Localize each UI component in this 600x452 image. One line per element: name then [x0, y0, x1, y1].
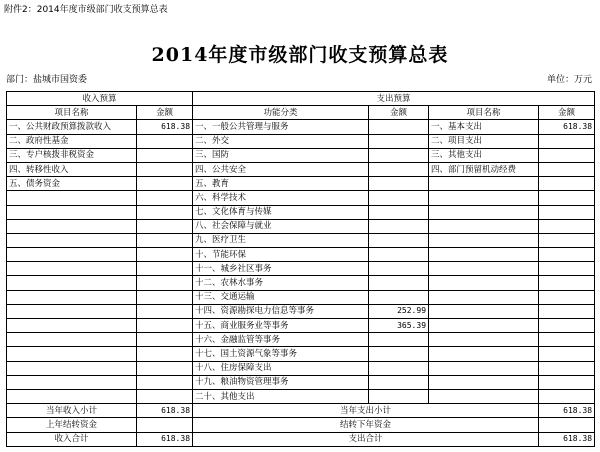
income-item-cell: [7, 205, 137, 219]
table-row: [7, 177, 595, 191]
income-amount-cell: [137, 304, 193, 318]
expense-amount-cell: [539, 333, 595, 347]
function-amount-cell: [369, 375, 429, 389]
expense-amount-cell: [539, 134, 595, 148]
expense-item-cell: 二、项目支出: [429, 134, 539, 148]
expense-total-value: 618.38: [539, 432, 595, 446]
function-amount-cell: [369, 191, 429, 205]
function-class-cell: 二十、其他支出: [193, 389, 369, 403]
expense-item-cell: [429, 389, 539, 403]
function-class-cell: 十四、资源勘探电力信息等事务: [193, 304, 369, 318]
function-amount-cell: [369, 248, 429, 262]
expense-subtotal-label: 当年支出小计: [193, 404, 539, 418]
table-row: [7, 333, 595, 347]
income-item-cell: [7, 389, 137, 403]
function-class-cell: 十二、农林水事务: [193, 276, 369, 290]
expense-amount-cell: [539, 148, 595, 162]
expense-item-cell: [429, 290, 539, 304]
expense-total-label: 支出合计: [193, 432, 539, 446]
income-item-cell: 一、公共财政预算拨款收入: [7, 120, 137, 134]
col-function-amount: 金额: [369, 106, 429, 120]
function-amount-cell: [369, 233, 429, 247]
table-row: [7, 134, 595, 148]
income-amount-cell: [137, 134, 193, 148]
function-amount-cell: [369, 333, 429, 347]
expense-item-cell: [429, 375, 539, 389]
table-row: [7, 219, 595, 233]
income-amount-cell: [137, 177, 193, 191]
income-amount-cell: [137, 248, 193, 262]
function-amount-cell: [369, 205, 429, 219]
table-row: [7, 276, 595, 290]
function-class-cell: 十七、国土资源气象等事务: [193, 347, 369, 361]
subtotal-row: [7, 404, 595, 418]
function-class-cell: 五、教育: [193, 177, 369, 191]
income-total-label: 收入合计: [7, 432, 137, 446]
expense-item-cell: [429, 347, 539, 361]
income-amount-cell: [137, 162, 193, 176]
table-row: [7, 375, 595, 389]
income-amount-cell: [137, 333, 193, 347]
expense-amount-cell: [539, 219, 595, 233]
function-amount-cell: [369, 290, 429, 304]
income-section-header: 收入预算: [7, 92, 193, 106]
function-amount-cell: [369, 389, 429, 403]
expense-amount-cell: [539, 375, 595, 389]
income-item-cell: [7, 361, 137, 375]
income-total-value: 618.38: [137, 432, 193, 446]
carry-out-value: [539, 418, 595, 432]
expense-amount-cell: 618.38: [539, 120, 595, 134]
expense-item-cell: [429, 361, 539, 375]
function-class-cell: 二、外交: [193, 134, 369, 148]
table-row: [7, 205, 595, 219]
income-item-cell: [7, 191, 137, 205]
unit-label: 单位：万元: [546, 75, 592, 85]
function-amount-cell: 252.99: [369, 304, 429, 318]
function-class-cell: 十、节能环保: [193, 248, 369, 262]
expense-section-header: 支出预算: [193, 92, 595, 106]
table-row: [7, 120, 595, 134]
function-class-cell: 十九、粮油物资管理事务: [193, 375, 369, 389]
expense-item-cell: [429, 276, 539, 290]
expense-item-cell: [429, 248, 539, 262]
income-subtotal-value: 618.38: [137, 404, 193, 418]
expense-amount-cell: [539, 233, 595, 247]
expense-item-cell: [429, 333, 539, 347]
expense-amount-cell: [539, 177, 595, 191]
function-class-cell: 十八、住房保障支出: [193, 361, 369, 375]
function-class-cell: 十一、城乡社区事务: [193, 262, 369, 276]
function-amount-cell: [369, 347, 429, 361]
expense-amount-cell: [539, 347, 595, 361]
function-amount-cell: [369, 262, 429, 276]
function-class-cell: 八、社会保障与就业: [193, 219, 369, 233]
income-item-cell: [7, 248, 137, 262]
table-row: [7, 290, 595, 304]
table-row: [7, 148, 595, 162]
budget-table: [6, 91, 595, 447]
income-amount-cell: [137, 262, 193, 276]
expense-amount-cell: [539, 304, 595, 318]
income-amount-cell: [137, 389, 193, 403]
expense-item-cell: [429, 233, 539, 247]
income-item-cell: [7, 290, 137, 304]
function-amount-cell: [369, 148, 429, 162]
income-amount-cell: [137, 276, 193, 290]
col-function-class: 功能分类: [193, 106, 369, 120]
function-class-cell: 九、医疗卫生: [193, 233, 369, 247]
col-expense-item: 项目名称: [429, 106, 539, 120]
income-item-cell: [7, 347, 137, 361]
column-header-row: [7, 106, 595, 120]
income-amount-cell: [137, 148, 193, 162]
expense-item-cell: [429, 205, 539, 219]
page-title: 2014年度市级部门收支预算总表: [151, 44, 449, 66]
income-item-cell: [7, 375, 137, 389]
expense-amount-cell: [539, 205, 595, 219]
income-amount-cell: [137, 219, 193, 233]
expense-subtotal-value: 618.38: [539, 404, 595, 418]
total-row: [7, 432, 595, 446]
expense-amount-cell: [539, 162, 595, 176]
function-class-cell: 十三、交通运输: [193, 290, 369, 304]
income-item-cell: [7, 233, 137, 247]
col-income-amount: 金额: [137, 106, 193, 120]
table-row: [7, 233, 595, 247]
expense-item-cell: [429, 177, 539, 191]
income-amount-cell: [137, 191, 193, 205]
function-class-cell: 十五、商业服务业等事务: [193, 319, 369, 333]
function-amount-cell: [369, 361, 429, 375]
function-class-cell: 四、公共安全: [193, 162, 369, 176]
table-row: [7, 191, 595, 205]
income-item-cell: [7, 262, 137, 276]
income-amount-cell: [137, 205, 193, 219]
income-amount-cell: [137, 375, 193, 389]
function-amount-cell: [369, 120, 429, 134]
table-row: [7, 162, 595, 176]
function-class-cell: 三、国防: [193, 148, 369, 162]
expense-item-cell: [429, 219, 539, 233]
table-row: [7, 361, 595, 375]
income-item-cell: [7, 304, 137, 318]
expense-amount-cell: [539, 262, 595, 276]
function-amount-cell: [369, 177, 429, 191]
function-class-cell: 六、科学技术: [193, 191, 369, 205]
attachment-label: 附件2：2014年度市级部门收支预算总表: [4, 5, 168, 15]
income-amount-cell: [137, 361, 193, 375]
carry-out-label: 结转下年资金: [193, 418, 539, 432]
section-header-row: [7, 92, 595, 106]
table-row: [7, 248, 595, 262]
expense-item-cell: 三、其他支出: [429, 148, 539, 162]
function-class-cell: 一、一般公共管理与服务: [193, 120, 369, 134]
income-subtotal-label: 当年收入小计: [7, 404, 137, 418]
expense-item-cell: [429, 262, 539, 276]
income-item-cell: 五、债务资金: [7, 177, 137, 191]
income-item-cell: [7, 333, 137, 347]
expense-amount-cell: [539, 276, 595, 290]
income-item-cell: 二、政府性基金: [7, 134, 137, 148]
expense-item-cell: [429, 304, 539, 318]
expense-amount-cell: [539, 191, 595, 205]
expense-item-cell: 四、部门预留机动经费: [429, 162, 539, 176]
expense-amount-cell: [539, 319, 595, 333]
col-income-item: 项目名称: [7, 106, 137, 120]
income-item-cell: 三、专户核拨非税资金: [7, 148, 137, 162]
table-row: [7, 262, 595, 276]
expense-item-cell: 一、基本支出: [429, 120, 539, 134]
table-row: [7, 304, 595, 318]
income-amount-cell: [137, 319, 193, 333]
function-amount-cell: [369, 134, 429, 148]
function-amount-cell: 365.39: [369, 319, 429, 333]
table-row: [7, 319, 595, 333]
income-item-cell: [7, 219, 137, 233]
function-class-cell: 十六、金融监管等事务: [193, 333, 369, 347]
income-amount-cell: [137, 290, 193, 304]
table-row: [7, 347, 595, 361]
function-class-cell: 七、文化体育与传媒: [193, 205, 369, 219]
income-item-cell: [7, 319, 137, 333]
expense-amount-cell: [539, 361, 595, 375]
income-item-cell: 四、转移性收入: [7, 162, 137, 176]
table-row: [7, 389, 595, 403]
income-amount-cell: [137, 233, 193, 247]
function-amount-cell: [369, 219, 429, 233]
department-label: 部门：盐城市国资委: [6, 75, 88, 85]
expense-amount-cell: [539, 389, 595, 403]
income-amount-cell: [137, 347, 193, 361]
function-amount-cell: [369, 162, 429, 176]
income-amount-cell: 618.38: [137, 120, 193, 134]
carry-in-value: [137, 418, 193, 432]
expense-item-cell: [429, 191, 539, 205]
function-amount-cell: [369, 276, 429, 290]
income-item-cell: [7, 276, 137, 290]
expense-amount-cell: [539, 248, 595, 262]
expense-amount-cell: [539, 290, 595, 304]
carry-in-label: 上年结转资金: [7, 418, 137, 432]
carry-row: [7, 418, 595, 432]
col-expense-amount: 金额: [539, 106, 595, 120]
expense-item-cell: [429, 319, 539, 333]
